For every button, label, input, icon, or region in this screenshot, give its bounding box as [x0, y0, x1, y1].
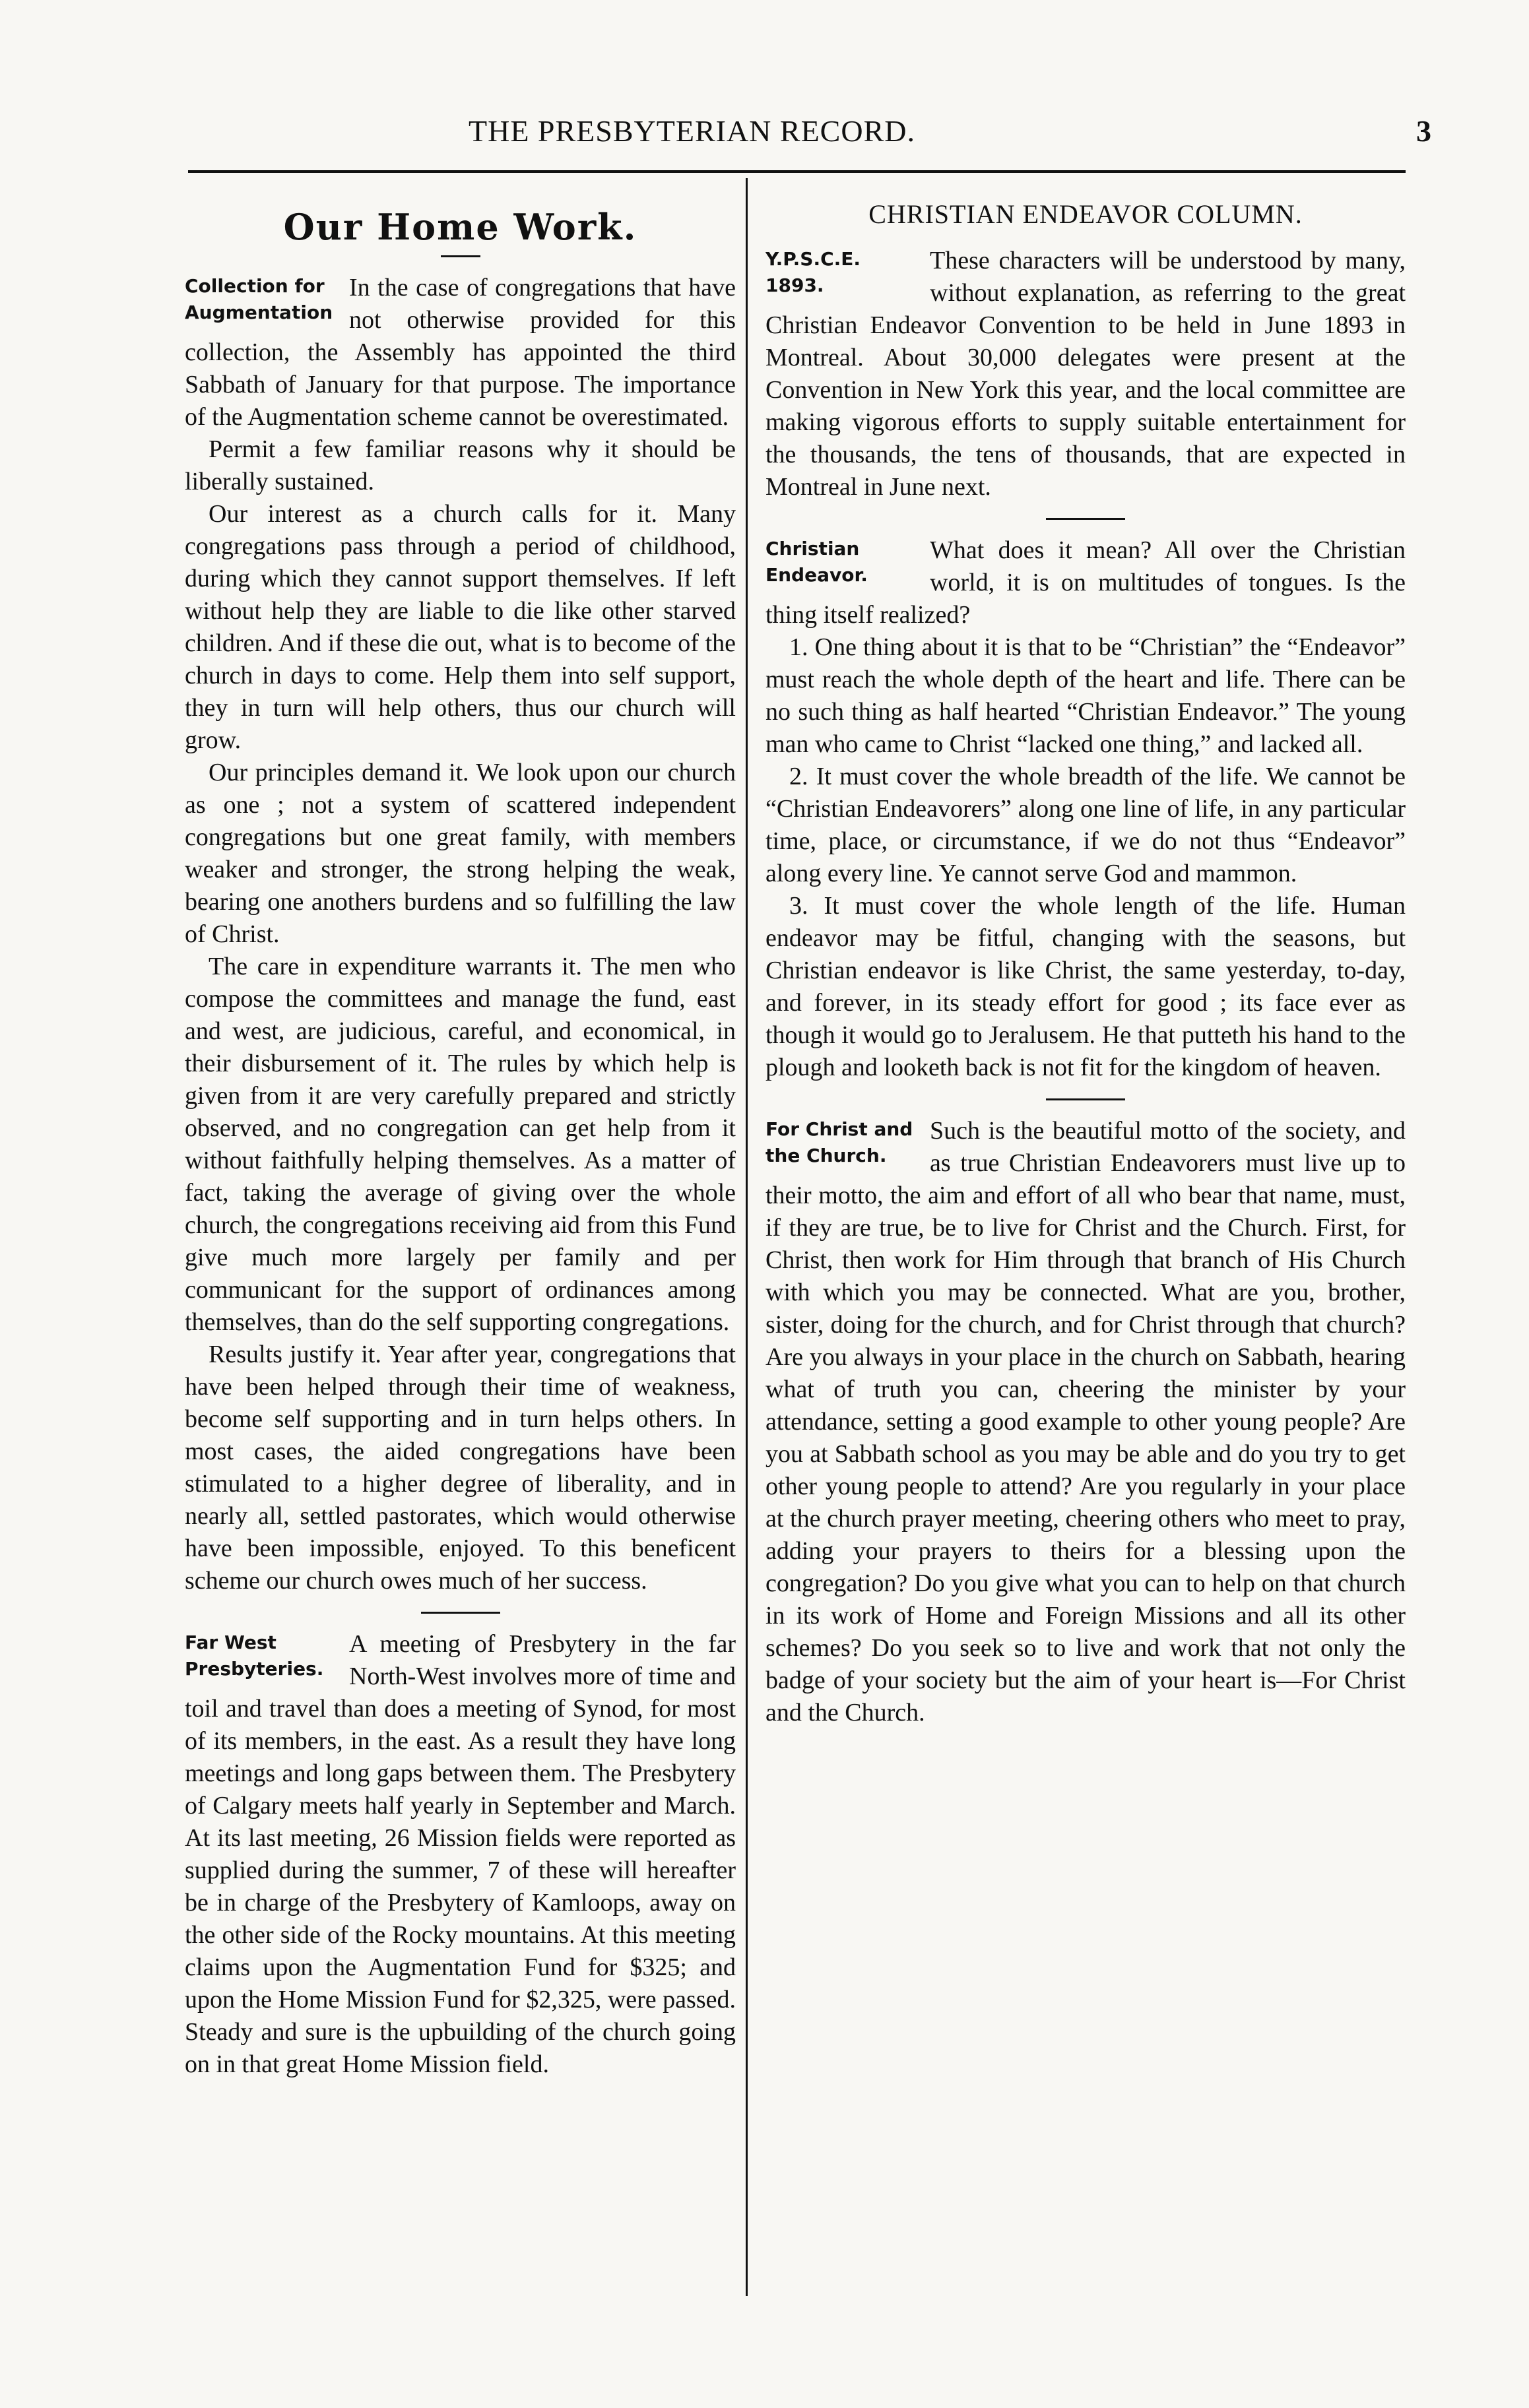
page-number: 3 — [1416, 114, 1432, 148]
sidehead-christian-endeavor: Christian Endeavor. — [765, 538, 868, 586]
heading-separator — [441, 255, 480, 257]
article-paragraph: What does it mean? All over the Christian world, it is on multitudes of tongues. Is the thing itself realized? — [765, 536, 1406, 629]
article-augmentation — [185, 272, 736, 1597]
article-separator — [421, 1612, 500, 1614]
left-column — [185, 198, 736, 2081]
column-divider — [746, 178, 748, 2296]
article-paragraph: 3. It must cover the whole length of the life. Human endeavor may be fitful, changing with the seasons, but Christian endeavor is like Christ, the same yesterday, to-day, and forever, in its steady effort for good ; its face ever as though it would go to Jeralusem. He that putteth his hand to the plough and looketh back is not fit for the kingdom of heaven. — [765, 892, 1406, 1081]
sidehead-augmentation: Collection for Augmentation — [185, 275, 333, 323]
article-paragraph: 2. It must cover the whole breadth of the life. We cannot be “Christian Endeavorers” along one line of life, in any particular time, place, or circumstance, if we do not thus “Endeavor” along every line. Ye cannot serve God and mammon. — [765, 763, 1406, 887]
article-paragraph: Such is the beautiful motto of the society, and as true Christian Endeavorers must live up to their motto, the aim and effort of all who bear that name, must, if they are true, be to live for Christ and the Church. First, for Christ, then work for Him through that branch of His Church with which you may be connected. What are you, brother, sister, doing for the church, and for Christ through that church? Are you always in your place in the church on Sabbath, hearing what of truth you can, cheering the minister by your attendance, setting a good example to other young people? Are you at Sabbath school as you may be able and do you try to get other young people to attend? Are you regularly in your place at the church prayer meeting, cheering others who meet to pray, adding your prayers to theirs for a blessing upon the congregation? Do you give what you can to help on that church in its work of Home and Foreign Missions and all its other schemes? Do you seek so to live and work that not only the badge of your society but the aim of your heart is—For Christ and the Church. — [765, 1117, 1406, 1727]
sidehead-christ-and-church: For Christ and the Church. — [765, 1118, 913, 1166]
article-separator — [1046, 1098, 1125, 1100]
article-separator — [1046, 518, 1125, 520]
running-header — [436, 113, 1432, 160]
article-paragraph: Our interest as a church calls for it. Many congregations pass through a period of childhood, during which they cannot support themselves. If left without help they are liable to die like other starved children. And if these die out, what is to become of the church in days to come. Help them into self support, they in turn will help others, thus our church will grow. — [185, 500, 736, 754]
sidehead-far-west: Far West Presbyteries. — [185, 1632, 324, 1680]
header-rule — [188, 170, 1406, 173]
article-christian-endeavor — [765, 534, 1406, 1084]
article-paragraph: These characters will be understood by many, without explanation, as referring to the great Christian Endeavor Convention to be held in June 1893 in Montreal. About 30,000 delegates were present at the Convention in New York this year, and the local committee are making vigorous efforts to supply suitable entertainment for the thousands, the tens of thousands, that are expected in Montreal in June next. — [765, 247, 1406, 501]
article-paragraph: 1. One thing about it is that to be “Christian” the “Endeavor” must reach the whole depth of the heart and life. There can be no such thing as half hearted “Christian Endeavor.” The young man who came to Christ “lacked one thing,” and lacked all. — [765, 633, 1406, 758]
article-christ-and-church — [765, 1115, 1406, 1729]
column-heading-endeavor: CHRISTIAN ENDEAVOR COLUMN. — [868, 199, 1303, 229]
article-paragraph: Our principles demand it. We look upon our church as one ; not a system of scattered independent congregations but one great family, with members weaker and stronger, the strong helping the weak, bearing one anothers burdens and so fulfilling the law of Christ. — [185, 759, 736, 948]
article-ypsce — [765, 245, 1406, 503]
publication-title: THE PRESBYTERIAN RECORD. — [469, 114, 915, 148]
article-paragraph: Results justify it. Year after year, congregations that have been helped through their time of weakness, become self supporting and in turn helps others. In most cases, the aided congregations have been stimulated to a higher degree of liberality, and in nearly all, settled pastorates, which would otherwise have been impossible, enjoyed. To this beneficent scheme our church owes much of her success. — [185, 1341, 736, 1595]
article-paragraph: Permit a few familiar reasons why it should be liberally sustained. — [185, 435, 736, 495]
article-far-west — [185, 1628, 736, 2081]
right-column — [765, 198, 1406, 1729]
article-paragraph: A meeting of Presbytery in the far North-West involves more of time and toil and travel than does a meeting of Synod, for most of its members, in the east. As a result they have long meetings and long gaps between them. The Presbytery of Calgary meets half yearly in September and March. At its last meeting, 26 Mission fields were reported as supplied during the summer, 7 of these will hereafter be in charge of the Presbytery of Kamloops, away on the other side of the Rocky mountains. At this meeting claims upon the Augmentation Fund for $325; and upon the Home Mission Fund for $2,325, were passed. Steady and sure is the upbuilding of the church going on in that great Home Mission field. — [185, 1630, 736, 2078]
section-heading-home-work: Our Home Work. — [283, 206, 637, 248]
article-paragraph: The care in expenditure warrants it. The men who compose the committees and manage the fund, east and west, are judicious, careful, and economical, in their disbursement of it. The rules by which help is given from it are very carefully prepared and strictly observed, and no congregation can get help from it without faithfully helping themselves. As a matter of fact, taking the average of giving over the whole church, the congregations receiving aid from this Fund give much more largely per family and per communicant for the support of ordinances among themselves, than do the self supporting congregations. — [185, 953, 736, 1336]
article-paragraph: In the case of congregations that have not otherwise provided for this collection, the Assembly has appointed the third Sabbath of January for that purpose. The importance of the Augmentation scheme cannot be overestimated. — [185, 274, 736, 431]
sidehead-ypsce: Y.P.S.C.E. 1893. — [765, 248, 861, 296]
